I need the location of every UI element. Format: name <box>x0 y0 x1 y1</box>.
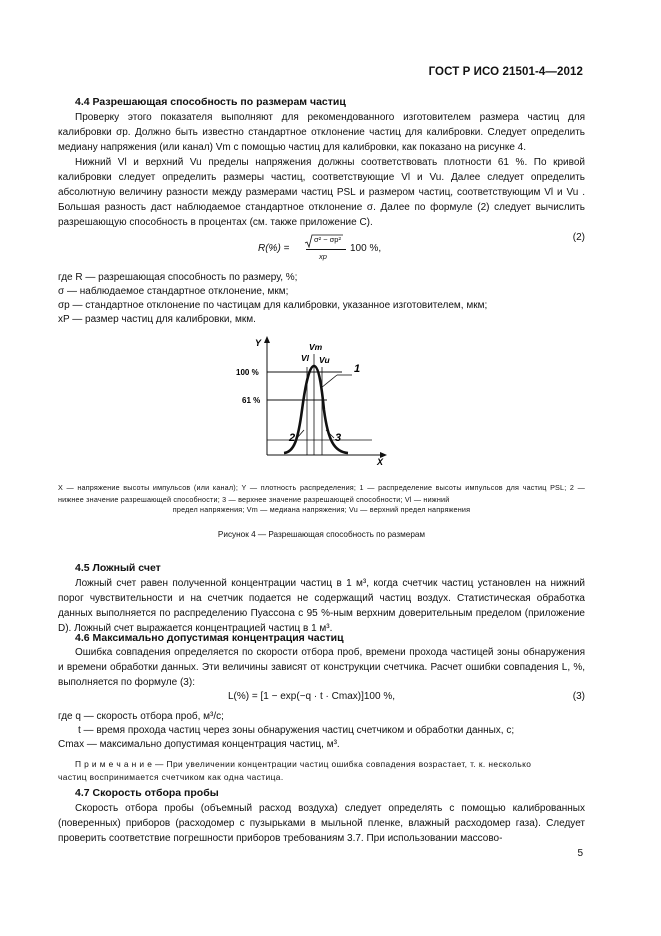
document-header: ГОСТ Р ИСО 21501-4—2012 <box>428 66 583 78</box>
formula-tail: 100 %, <box>350 243 382 254</box>
where-line: t — время прохода частиц через зоны обнаружения частиц счетчиком и обработки данных, с; <box>78 725 515 736</box>
where-line: σ — наблюдаемое стандартное отклонение, мкм; <box>58 286 289 297</box>
paragraph: Ложный счет равен полученной концентрации частиц в 1 м³, когда счетчик частиц установлен на нижний порог чувствительности и на счетчик подается не содержащий частиц воздух. Статистическая обработка данных выполняется по распределению Пуассона с 95 %-ным верхним доверительным пределом (приложение D). Ложный счет выражается концентрацией частиц в 1 м³. <box>58 578 585 634</box>
fraction-bar <box>306 249 346 250</box>
paragraph: Ошибка совпадения определяется по скорости отбора проб, времени прохода частицей зоны обнаружения и времени обработки данных. Эти величины зависят от конструкции счетчика. Расчет ошибки совпадения L, %, выполняется по формуле (3): <box>58 647 585 688</box>
page-number: 5 <box>577 848 583 859</box>
where-line: σp — стандартное отклонение по частицам для калибровки, указанное изготовителем, мкм; <box>58 300 488 311</box>
equation-number: (2) <box>572 232 585 243</box>
note: П р и м е ч а н и е — При увеличении концентрации частиц ошибка совпадения возрастает, т. к. несколько <box>75 759 532 769</box>
curve-label-2: 2 <box>289 432 296 444</box>
vl-label: Vl <box>301 353 310 363</box>
where-line: xP — размер частиц для калибровки, мкм. <box>58 314 256 325</box>
figure-legend: X — напряжение высоты импульсов (или канал); Y — плотность распределения; 1 — распределение высоты импульсов для частиц PSL; 2 — нижнее значение разрешающей способности; 3 — верхнее значение разрешающей способности; Vl — нижний <box>58 483 585 504</box>
figure-caption: Рисунок 4 — Разрешающая способность по размерам <box>217 530 426 539</box>
section-title-4-6: 4.6 Максимально допустимая концентрация частиц <box>75 632 344 644</box>
note: частиц воспринимается счетчиком как одна частица. <box>58 772 284 782</box>
label-100: 100 % <box>236 368 259 377</box>
figure-legend: предел напряжения; Vm — медиана напряжения; Vu — верхний предел напряжения <box>172 505 471 514</box>
label-61: 61 % <box>242 396 261 405</box>
y-axis-label: Y <box>255 338 262 348</box>
callout-1 <box>321 375 337 388</box>
section-title-4-5: 4.5 Ложный счет <box>75 562 161 574</box>
section-title-4-7: 4.7 Скорость отбора пробы <box>75 787 219 799</box>
where-line: Cmax — максимально допустимая концентрация частиц, м³. <box>58 739 340 750</box>
figure-4-plot <box>222 330 397 465</box>
vm-label: Vm <box>309 342 323 352</box>
paragraph: Проверку этого показателя выполняют для рекомендованного изготовителем размера частиц для калибровки σp. Должно быть известно стандартное отклонение частиц для калибровки. Следует определить медиану напряжения (или канал) Vm с помощью частиц для калибровки, как показано на рисунке 4. <box>58 112 585 153</box>
y-axis-arrow <box>264 336 270 343</box>
paragraph: Скорость отбора пробы (объемный расход воздуха) следует определять с помощью калиброванных (поверенных) приборов (расходомер с пузырьками в мыльной пленке, влажный расходомер газа). Следует проверить соответствие погрешности приборов требованиям 3.7. При использовании массово- <box>58 803 585 844</box>
equation-number: (3) <box>572 691 585 702</box>
curve-label-3: 3 <box>335 432 342 444</box>
formula-denominator: xp <box>319 252 327 261</box>
formula-numerator: σ² − σp² <box>314 235 341 244</box>
paragraph: Нижний Vl и верхний Vu пределы напряжения должны соответствовать плотности 61 %. По кривой калибровки следует определить размеры частиц, соответствующие Vl и Vu. Далее следует определить абсолютную величину разности между размерами частиц PSL и размером частиц, соответствующим Vl и Vu . Большая разность даст наблюдаемое стандартное отклонение σ. Далее по формуле (2) следует вычислить разрешающую способность в процентах (см. также приложение С). <box>58 157 585 228</box>
formula-3: L(%) = [1 − exp(−q · t · Cmax)]100 %, <box>228 691 396 702</box>
where-line: где R — разрешающая способность по размеру, %; <box>58 272 298 283</box>
x-axis-label: X <box>377 457 384 465</box>
formula-2 <box>258 234 418 268</box>
where-line: где q — скорость отбора проб, м³/с; <box>58 711 224 722</box>
curve-label-1: 1 <box>354 363 361 375</box>
vu-label: Vu <box>319 355 330 365</box>
formula-lhs: R(%) = <box>258 243 290 254</box>
section-title-4-4: 4.4 Разрешающая способность по размерам частиц <box>75 96 346 108</box>
